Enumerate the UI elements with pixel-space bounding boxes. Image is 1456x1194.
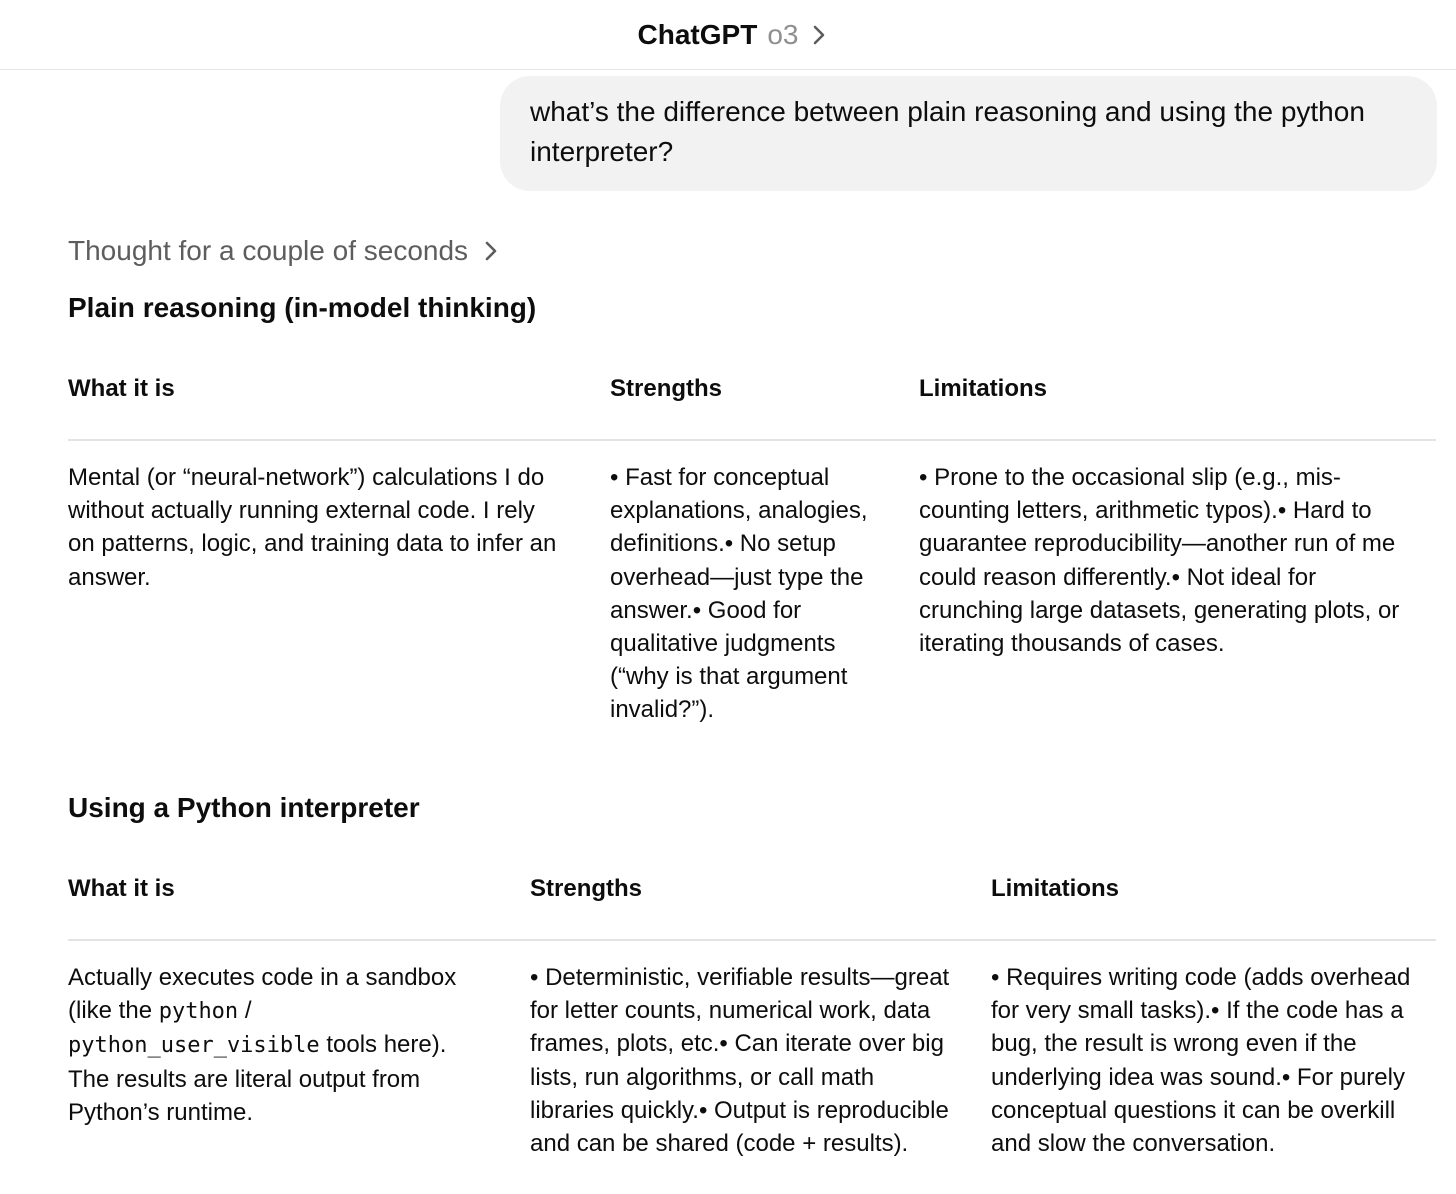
chevron-right-icon bbox=[480, 240, 502, 262]
cell-what-separator: / bbox=[238, 997, 252, 1025]
column-header-what: What it is bbox=[68, 375, 175, 402]
cell-what: Mental (or “neural-network”) calculations I do without actually running external code. I rely on patterns, logic, and training data to infer an answer. bbox=[68, 464, 557, 591]
thought-toggle[interactable] bbox=[68, 232, 502, 270]
table-header-row bbox=[68, 874, 1436, 941]
table-python-interpreter bbox=[68, 874, 1436, 1158]
model-name: o3 bbox=[767, 18, 799, 50]
column-header-what: What it is bbox=[68, 875, 175, 902]
section-title-plain-reasoning: Plain reasoning (in-model thinking) bbox=[68, 292, 537, 323]
top-bar bbox=[0, 0, 1456, 70]
cell-what-text-end: tools here). The results are literal output from Python’s runtime. bbox=[68, 1031, 447, 1126]
column-header-limitations: Limitations bbox=[991, 875, 1120, 902]
model-switcher[interactable] bbox=[632, 15, 837, 55]
cell-limitations: • Prone to the occasional slip (e.g., mis-counting letters, arithmetic typos).• Hard to guarantee reproducibility—another run of me could reason differently.• Not ideal for crunching large datasets, generating plots, or iterating thousands of cases. bbox=[919, 464, 1400, 658]
thought-label: Thought for a couple of seconds bbox=[68, 235, 469, 266]
cell-what-text-start: Actually executes code in a sandbox (like the bbox=[68, 964, 457, 1025]
user-message-text: what’s the difference between plain reasoning and using the python interpreter? bbox=[530, 96, 1365, 167]
user-message-bubble bbox=[500, 76, 1437, 191]
app-title: ChatGPT bbox=[637, 18, 758, 50]
column-header-limitations: Limitations bbox=[919, 375, 1048, 402]
column-header-strengths: Strengths bbox=[530, 875, 643, 902]
cell-strengths: • Fast for conceptual explanations, analogies, definitions.• No setup overhead—just type the answer.• Good for qualitative judgments (“why is that argument invalid?”). bbox=[610, 464, 868, 724]
inline-code-python-user-visible: python_user_visible bbox=[68, 1033, 320, 1059]
cell-limitations: • Requires writing code (adds overhead for very small tasks).• If the code has a bug, the result is wrong even if the underlying idea was sound.• For purely conceptual questions it can be overkill and slow the conversation. bbox=[991, 964, 1411, 1158]
inline-code-python: python bbox=[158, 999, 239, 1025]
table-plain-reasoning bbox=[68, 374, 1436, 724]
column-header-strengths: Strengths bbox=[610, 375, 723, 402]
chevron-right-icon bbox=[808, 24, 830, 46]
cell-what bbox=[68, 961, 493, 1129]
section-title-python-interpreter: Using a Python interpreter bbox=[68, 792, 420, 823]
cell-strengths: • Deterministic, verifiable results—great for letter counts, numerical work, data frames, plots, etc.• Can iterate over big lists, run algorithms, or call math libraries quickly.• Output is reproducible and can be shared (code + results). bbox=[530, 964, 950, 1158]
table-header-row bbox=[68, 374, 1436, 441]
